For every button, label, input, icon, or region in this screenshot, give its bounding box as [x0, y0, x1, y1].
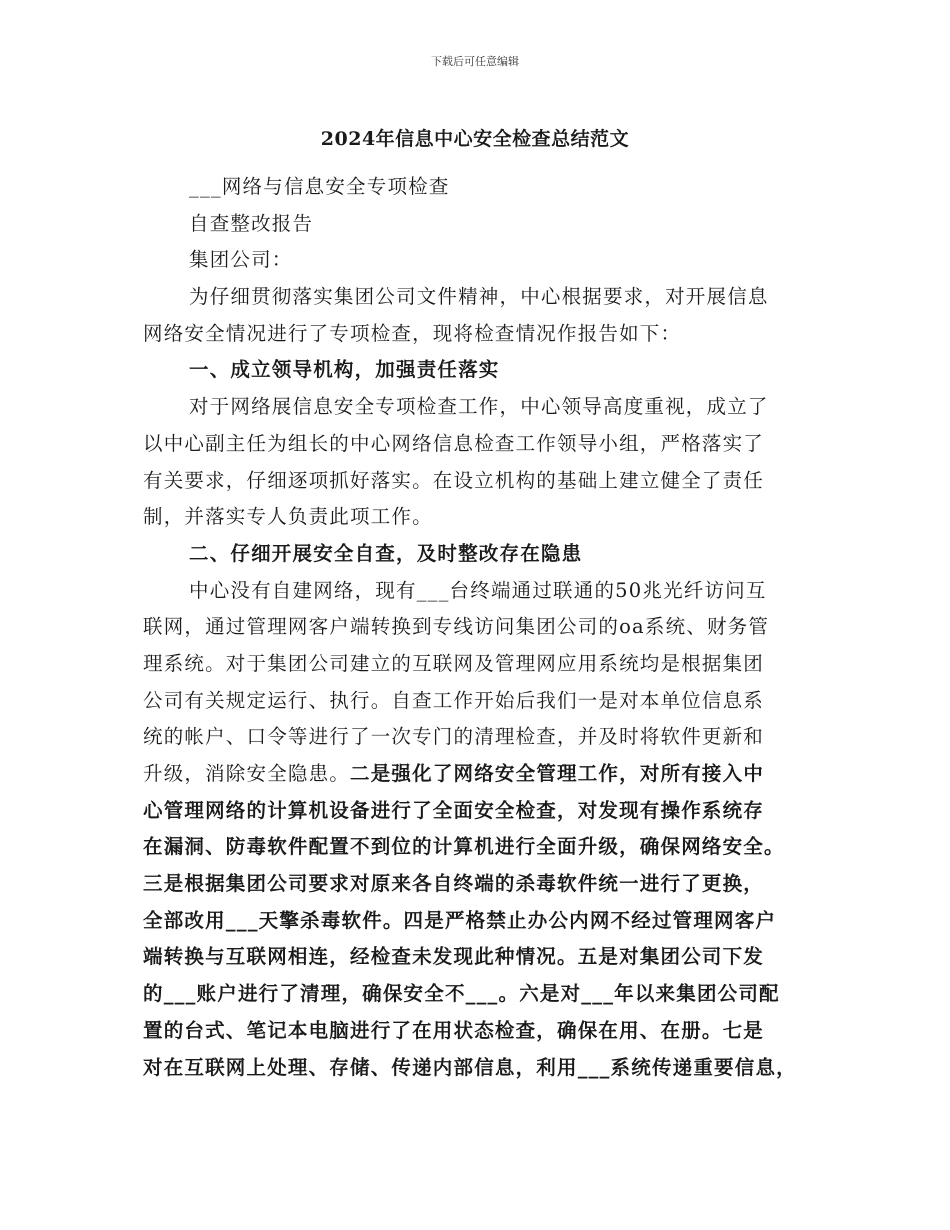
- line-text: ___网络与信息安全专项检查: [189, 175, 450, 198]
- line-text: 集团公司：: [189, 248, 293, 272]
- line-text: 对在互联网上处理、存储、传递内部信息，利用___系统传递重要信息，: [143, 1055, 797, 1079]
- paragraph-line: [143, 352, 811, 389]
- paragraph-line: [143, 426, 811, 463]
- line-text: 公司有关规定运行、执行。自查工作开始后我们一是对本单位信息系: [143, 688, 765, 712]
- paragraph-line: [143, 609, 811, 646]
- line-text: 联网，通过管理网客户端转换到专线访问集团公司的oa系统、财务管: [143, 615, 770, 639]
- line-text: 为仔细贯彻落实集团公司文件精神，中心根据要求，对开展信息: [189, 285, 769, 309]
- line-text: 升级，消除安全隐患。: [143, 762, 351, 785]
- line-text: 的___账户进行了清理，确保安全不___。六是对___年以来集团公司配: [143, 982, 780, 1006]
- paragraph-line: [143, 573, 811, 610]
- line-text: 端转换与互联网相连，经检查未发现此种情况。五是对集团公司下发: [143, 945, 765, 969]
- line-text: 以中心副主任为组长的中心网络信息检查工作领导小组，严格落实了: [143, 431, 765, 455]
- line-text: 自查整改报告: [189, 211, 314, 235]
- line-text: 置的台式、笔记本电脑进行了在用状态检查，确保在用、在册。七是: [143, 1018, 765, 1042]
- paragraph-line: [143, 316, 811, 353]
- line-text: 理系统。对于集团公司建立的互联网及管理网应用系统均是根据集团: [143, 651, 765, 675]
- paragraph-line: [143, 683, 811, 720]
- paragraph-line: [143, 829, 811, 866]
- paragraph-line: [143, 646, 811, 683]
- paragraph-line: [143, 793, 811, 830]
- paragraph-line: [143, 499, 811, 536]
- paragraph-line: [143, 866, 811, 903]
- paragraph-line: [143, 903, 811, 940]
- line-text: 二、仔细开展安全自查，及时整改存在隐患: [189, 541, 583, 565]
- paragraph-line: [143, 939, 811, 976]
- paragraph-line: [143, 279, 811, 316]
- line-text: 中心没有自建网络，现有___台终端通过联通的50兆光纤访问互: [189, 578, 767, 602]
- paragraph-line: [143, 242, 811, 279]
- line-text: 有关要求，仔细逐项抓好落实。在设立机构的基础上建立健全了责任: [143, 468, 765, 492]
- line-text: 对于网络展信息安全专项检查工作，中心领导高度重视，成立了: [189, 395, 769, 419]
- paragraph-line: [143, 463, 811, 500]
- paragraph-line: [143, 719, 811, 756]
- paragraph-line: [143, 976, 811, 1013]
- paragraph-line: [143, 389, 811, 426]
- line-text: 全部改用___天擎杀毒软件。四是严格禁止办公内网不经过管理网客户: [143, 908, 777, 932]
- line-text: 网络安全情况进行了专项检查，现将检查情况作报告如下：: [143, 321, 682, 345]
- line-text: 三是根据集团公司要求对原来各自终端的杀毒软件统一进行了更换，: [143, 872, 765, 896]
- line-text: 在漏洞、防毒软件配置不到位的计算机进行全面升级，确保网络安全。: [143, 835, 785, 859]
- paragraph-line: [143, 169, 811, 206]
- document-title: 2024年信息中心安全检查总结范文: [320, 128, 630, 150]
- paragraph-line: [143, 1013, 811, 1050]
- paragraph-line: [143, 206, 811, 243]
- paragraph-line: [143, 1050, 811, 1087]
- document-body: [143, 169, 811, 1086]
- line-text: 统的帐户、口令等进行了一次专门的清理检查，并及时将软件更新和: [143, 725, 765, 749]
- line-bold-tail: 二是强化了网络安全管理工作，对所有接入中: [350, 762, 765, 785]
- paragraph-line: [143, 536, 811, 573]
- line-text: 一、成立领导机构，加强责任落实: [189, 358, 500, 382]
- line-text: 制，并落实专人负责此项工作。: [143, 505, 433, 529]
- paragraph-line: [143, 756, 811, 793]
- line-text: 心管理网络的计算机设备进行了全面安全检查，对发现有操作系统存: [143, 798, 765, 822]
- page-header: 下载后可任意编辑: [431, 55, 519, 68]
